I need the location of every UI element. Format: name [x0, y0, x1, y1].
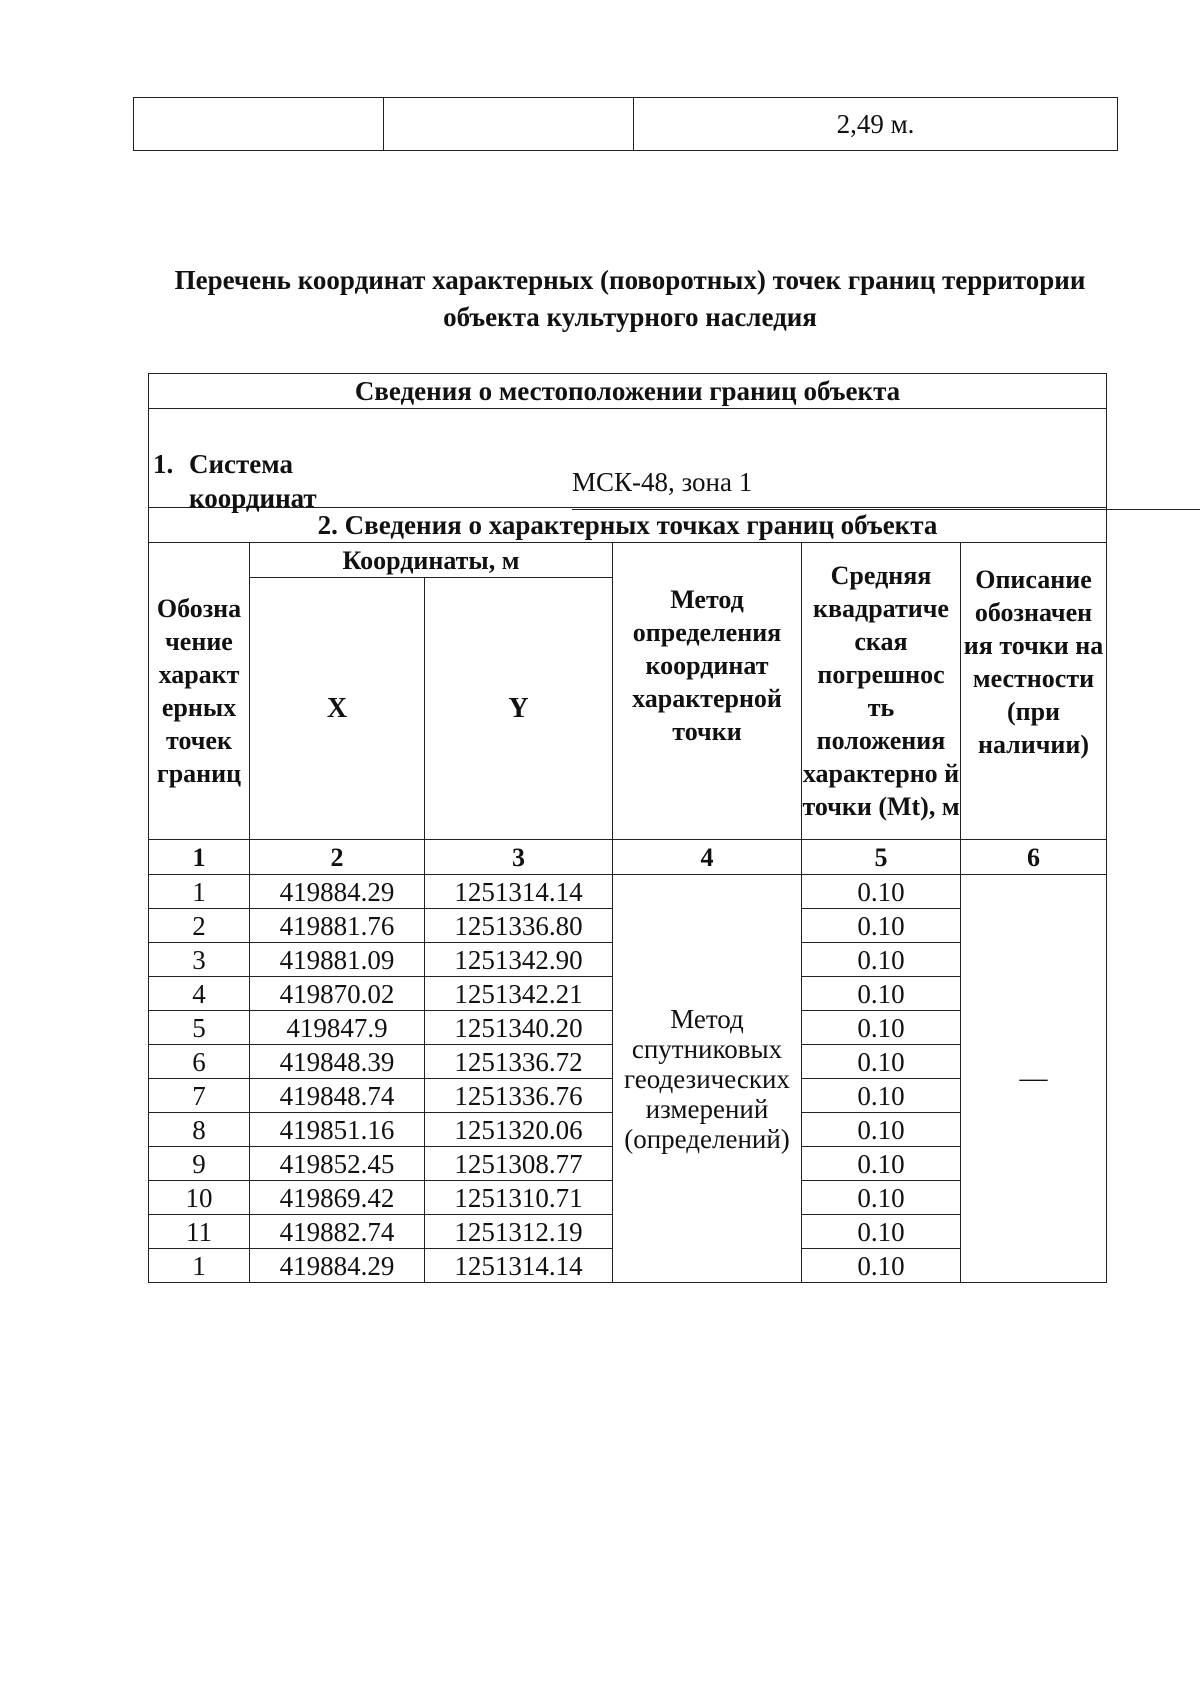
point-number: 1 [149, 875, 250, 909]
location-header: Сведения о местоположении границ объекта [149, 374, 1107, 409]
y-value: 1251336.76 [425, 1079, 613, 1113]
mt-value: 0.10 [802, 909, 961, 943]
y-value: 1251312.19 [425, 1215, 613, 1249]
mt-value: 0.10 [802, 1113, 961, 1147]
x-value: 419870.02 [250, 977, 425, 1011]
top-cell-3: 2,49 м. [634, 98, 1118, 151]
y-value: 1251308.77 [425, 1147, 613, 1181]
col-number-2: 2 [250, 840, 425, 875]
top-cell-1 [134, 98, 384, 151]
x-value: 419881.76 [250, 909, 425, 943]
x-value: 419847.9 [250, 1011, 425, 1045]
col-number-1: 1 [149, 840, 250, 875]
table-row [149, 875, 1107, 909]
y-value: 1251336.80 [425, 909, 613, 943]
y-value: 1251320.06 [425, 1113, 613, 1147]
col-number-3: 3 [425, 840, 613, 875]
coordinate-system-value: МСК-48, зона 1 [572, 467, 753, 497]
col-number-5: 5 [802, 840, 961, 875]
x-value: 419852.45 [250, 1147, 425, 1181]
coordinate-system-number: 1. [153, 449, 174, 479]
method-value: Метод спутниковых геодезических измерений (определений) [613, 875, 802, 1283]
y-value: 1251314.14 [425, 1249, 613, 1283]
points-header: 2. Сведения о характерных точках границ объекта [149, 508, 1107, 543]
mt-value: 0.10 [802, 1147, 961, 1181]
x-value: 419881.09 [250, 943, 425, 977]
title-line-2: объекта культурного наследия [443, 302, 817, 332]
coordinates-table [148, 373, 1107, 1283]
mt-value: 0.10 [802, 943, 961, 977]
col-designation-header: Обозна чение характ ерных точек границ [149, 543, 250, 840]
y-value: 1251310.71 [425, 1181, 613, 1215]
col-y-header: Y [425, 578, 613, 840]
coordinate-system-label: Система координат [189, 449, 317, 513]
title-line-1: Перечень координат характерных (поворотных) точек границ территории [174, 265, 1086, 295]
coordinate-system-row [149, 409, 1107, 513]
y-value: 1251342.90 [425, 943, 613, 977]
col-accuracy-header: Средняя квадратиче ская погрешнос ть положения характерно й точки (Mt), м [802, 543, 961, 840]
point-number: 3 [149, 943, 250, 977]
x-value: 419884.29 [250, 1249, 425, 1283]
point-number: 2 [149, 909, 250, 943]
mt-value: 0.10 [802, 1011, 961, 1045]
mt-value: 0.10 [802, 977, 961, 1011]
point-number: 6 [149, 1045, 250, 1079]
document-title [100, 262, 1160, 336]
y-value: 1251342.21 [425, 977, 613, 1011]
point-number: 11 [149, 1215, 250, 1249]
point-number: 7 [149, 1079, 250, 1113]
mt-value: 0.10 [802, 1045, 961, 1079]
col-coordinates-header: Координаты, м [250, 543, 613, 578]
coordinate-system-underline [572, 509, 1200, 510]
col-number-4: 4 [613, 840, 802, 875]
y-value: 1251336.72 [425, 1045, 613, 1079]
point-number: 5 [149, 1011, 250, 1045]
col-number-6: 6 [961, 840, 1107, 875]
point-number: 4 [149, 977, 250, 1011]
col-method-header: Метод определения координат характерной точки [613, 543, 802, 840]
mt-value: 0.10 [802, 1215, 961, 1249]
col-x-header: X [250, 578, 425, 840]
mt-value: 0.10 [802, 1249, 961, 1283]
description-value: — [961, 875, 1107, 1283]
point-number: 10 [149, 1181, 250, 1215]
top-table-fragment [133, 97, 1118, 151]
x-value: 419882.74 [250, 1215, 425, 1249]
mt-value: 0.10 [802, 1181, 961, 1215]
y-value: 1251314.14 [425, 875, 613, 909]
x-value: 419848.74 [250, 1079, 425, 1113]
mt-value: 0.10 [802, 1079, 961, 1113]
point-number: 1 [149, 1249, 250, 1283]
point-number: 9 [149, 1147, 250, 1181]
col-description-header: Описание обозначен ия точки на местности (при наличии) [961, 543, 1107, 840]
x-value: 419884.29 [250, 875, 425, 909]
top-cell-2 [384, 98, 634, 151]
x-value: 419869.42 [250, 1181, 425, 1215]
y-value: 1251340.20 [425, 1011, 613, 1045]
mt-value: 0.10 [802, 875, 961, 909]
x-value: 419851.16 [250, 1113, 425, 1147]
x-value: 419848.39 [250, 1045, 425, 1079]
point-number: 8 [149, 1113, 250, 1147]
